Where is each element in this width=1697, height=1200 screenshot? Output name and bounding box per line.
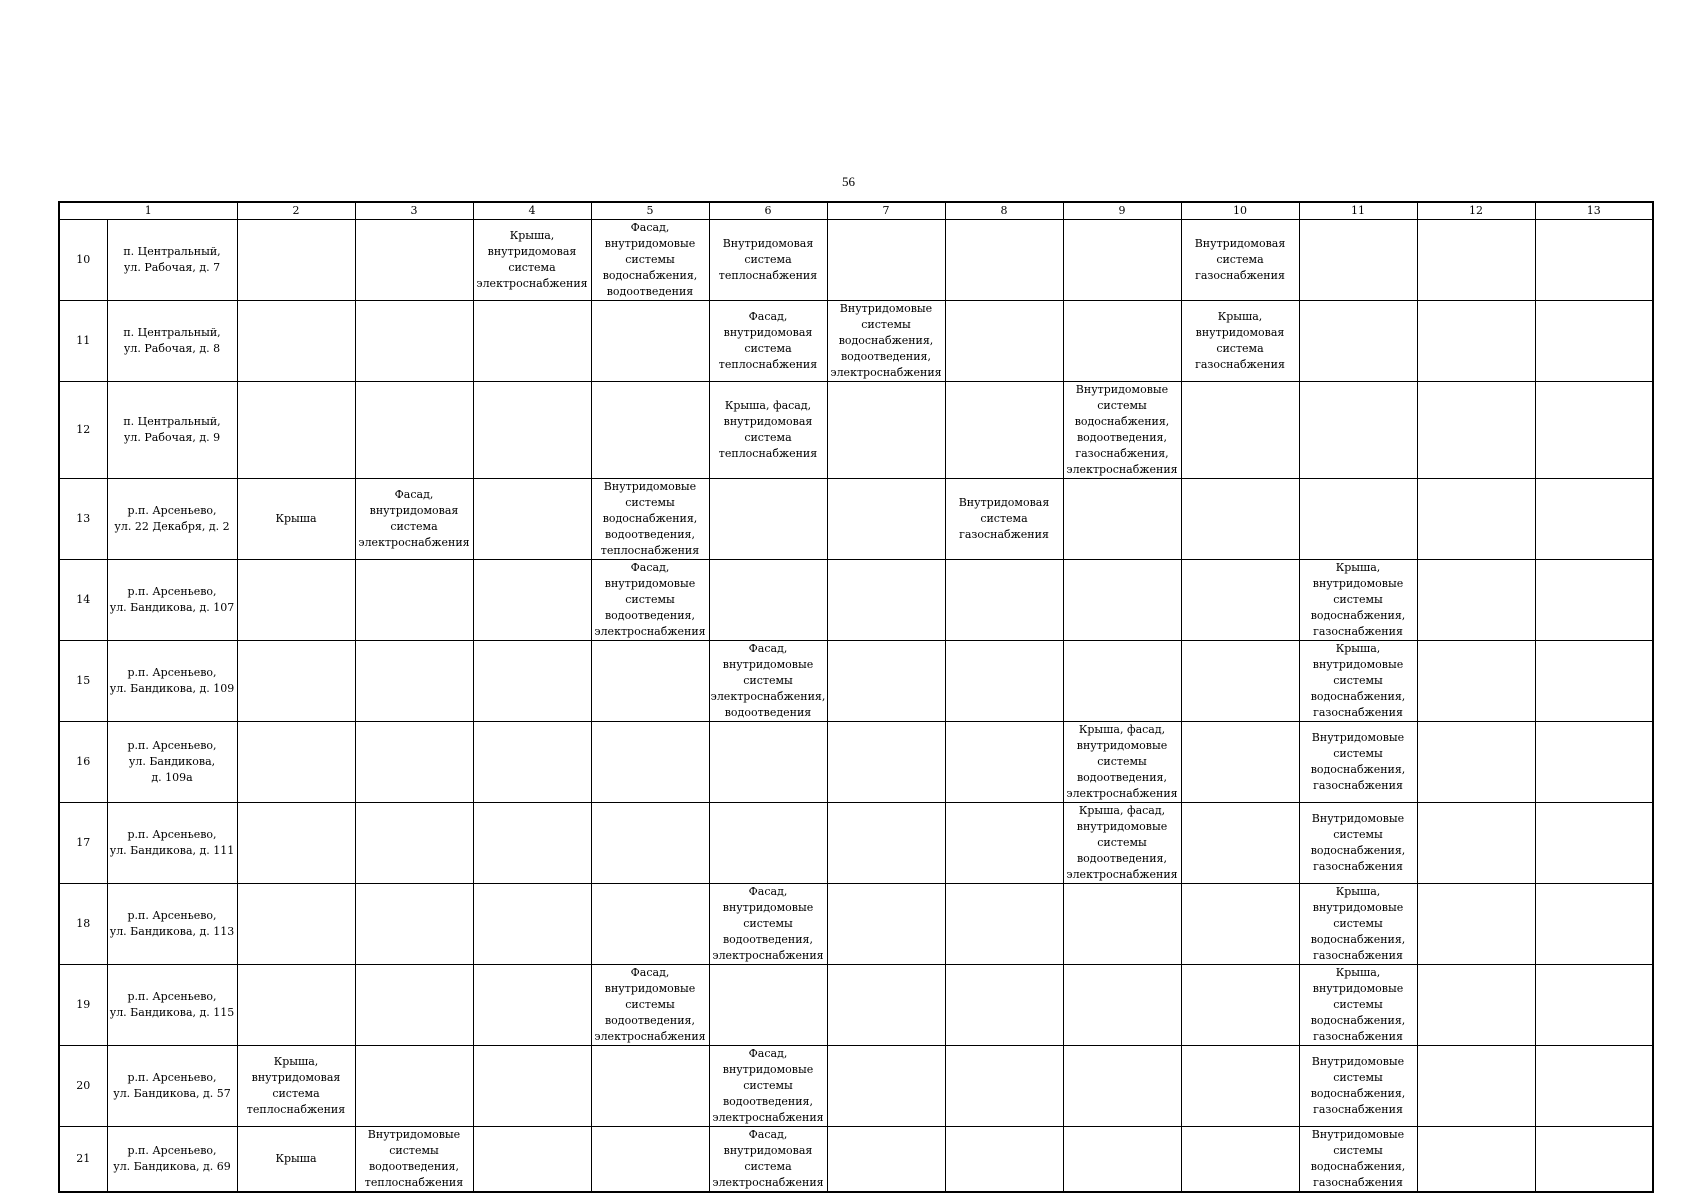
- work-description: Крыша, внутридомовые системы водоснабжения, газоснабжения: [1310, 885, 1406, 962]
- work-description: Внутридомовая система теплоснабжения: [718, 237, 818, 282]
- work-cell: [473, 884, 591, 965]
- work-cell: [945, 301, 1063, 382]
- work-cell: [709, 641, 827, 722]
- work-cell: [473, 1127, 591, 1193]
- work-cell: [1299, 479, 1417, 560]
- work-cell: [1535, 641, 1653, 722]
- table-row: [59, 1127, 1653, 1193]
- work-cell: [827, 560, 945, 641]
- work-cell: [473, 1046, 591, 1127]
- work-cell: [473, 220, 591, 301]
- work-cell: [1535, 560, 1653, 641]
- work-cell: [945, 803, 1063, 884]
- work-cell: [945, 884, 1063, 965]
- work-cell: [1299, 560, 1417, 641]
- work-description: Крыша: [275, 1152, 317, 1165]
- work-cell: [1417, 220, 1535, 301]
- work-cell: [945, 479, 1063, 560]
- work-description: Внутридомовая система газоснабжения: [958, 496, 1050, 541]
- work-cell: [1417, 382, 1535, 479]
- work-description: Фасад, внутридомовая система электроснабжения: [712, 1128, 824, 1189]
- address-text: р.п. Арсеньево, ул. Бандикова, д. 57: [113, 1071, 231, 1100]
- work-cell: [473, 382, 591, 479]
- work-cell: [591, 382, 709, 479]
- work-description: Крыша, внутридомовая система электроснабжения: [476, 229, 588, 290]
- work-cell: [1181, 220, 1299, 301]
- work-cell: [945, 1046, 1063, 1127]
- row-number: 14: [59, 560, 107, 641]
- work-description: Крыша, фасад, внутридомовая система теплоснабжения: [718, 399, 818, 460]
- work-cell: [827, 382, 945, 479]
- table-row: [59, 965, 1653, 1046]
- table-row: [59, 301, 1653, 382]
- work-cell: [827, 884, 945, 965]
- column-header: 3: [355, 202, 473, 220]
- address-cell: [107, 560, 237, 641]
- address-text: р.п. Арсеньево, ул. Бандикова, д. 113: [109, 909, 235, 938]
- work-cell: [827, 301, 945, 382]
- work-description: Фасад, внутридомовые системы водоотведения, электроснабжения: [594, 561, 706, 638]
- work-cell: [1299, 1046, 1417, 1127]
- address-text: р.п. Арсеньево, ул. 22 Декабря, д. 2: [114, 504, 230, 533]
- work-cell: [473, 722, 591, 803]
- column-header: 7: [827, 202, 945, 220]
- header-row: [59, 202, 1653, 220]
- work-cell: [237, 803, 355, 884]
- work-cell: [1417, 479, 1535, 560]
- address-cell: [107, 1046, 237, 1127]
- column-header: 1: [59, 202, 237, 220]
- work-cell: [355, 382, 473, 479]
- address-text: р.п. Арсеньево, ул. Бандикова, д. 115: [109, 990, 235, 1019]
- work-cell: [237, 722, 355, 803]
- work-cell: [1299, 301, 1417, 382]
- work-cell: [237, 479, 355, 560]
- row-number: 20: [59, 1046, 107, 1127]
- work-cell: [591, 1046, 709, 1127]
- work-description: Фасад, внутридомовые системы электроснабжения, водоотведения: [710, 642, 826, 719]
- work-description: Крыша, внутридомовая система газоснабжения: [1195, 310, 1285, 371]
- work-cell: [237, 560, 355, 641]
- work-description: Внутридомовые системы водоснабжения, водоотведения, газоснабжения, электроснабжения: [1066, 383, 1178, 476]
- work-cell: [1299, 641, 1417, 722]
- address-text: п. Центральный, ул. Рабочая, д. 9: [123, 415, 221, 444]
- address-text: р.п. Арсеньево, ул. Бандикова, д. 111: [109, 828, 235, 857]
- work-cell: [1535, 220, 1653, 301]
- address-text: р.п. Арсеньево, ул. Бандикова, д. 69: [113, 1144, 231, 1173]
- work-cell: [1417, 1127, 1535, 1193]
- work-cell: [1299, 803, 1417, 884]
- work-cell: [1181, 965, 1299, 1046]
- work-cell: [827, 220, 945, 301]
- column-header: 2: [237, 202, 355, 220]
- table-row: [59, 479, 1653, 560]
- row-number: 16: [59, 722, 107, 803]
- address-text: п. Центральный, ул. Рабочая, д. 7: [123, 245, 221, 274]
- repair-schedule-table: [58, 201, 1654, 1193]
- work-description: Фасад, внутридомовые системы водоотведения, электроснабжения: [712, 885, 824, 962]
- work-description: Внутридомовые системы водоснабжения, водоотведения, электроснабжения: [830, 302, 942, 379]
- work-description: Фасад, внутридомовые системы водоотведения, электроснабжения: [594, 966, 706, 1043]
- column-header: 10: [1181, 202, 1299, 220]
- work-cell: [1535, 382, 1653, 479]
- work-cell: [237, 301, 355, 382]
- work-cell: [1417, 1046, 1535, 1127]
- work-cell: [1181, 1046, 1299, 1127]
- work-cell: [355, 803, 473, 884]
- work-cell: [1063, 641, 1181, 722]
- table-row: [59, 1046, 1653, 1127]
- work-cell: [945, 382, 1063, 479]
- work-cell: [945, 965, 1063, 1046]
- table-body: [59, 220, 1653, 1193]
- work-cell: [1063, 382, 1181, 479]
- work-cell: [1063, 965, 1181, 1046]
- column-header: 11: [1299, 202, 1417, 220]
- work-cell: [1299, 220, 1417, 301]
- work-description: Крыша, внутридомовые системы водоснабжения, газоснабжения: [1310, 966, 1406, 1043]
- address-cell: [107, 641, 237, 722]
- work-cell: [473, 479, 591, 560]
- column-header: 13: [1535, 202, 1653, 220]
- work-cell: [237, 1127, 355, 1193]
- work-cell: [945, 220, 1063, 301]
- table-row: [59, 560, 1653, 641]
- address-cell: [107, 301, 237, 382]
- work-cell: [237, 965, 355, 1046]
- work-cell: [1063, 884, 1181, 965]
- work-cell: [1063, 560, 1181, 641]
- work-cell: [1181, 722, 1299, 803]
- table-row: [59, 803, 1653, 884]
- work-cell: [1417, 803, 1535, 884]
- address-text: р.п. Арсеньево, ул. Бандикова, д. 109: [109, 666, 235, 695]
- work-cell: [591, 884, 709, 965]
- column-header: 9: [1063, 202, 1181, 220]
- address-text: п. Центральный, ул. Рабочая, д. 8: [123, 326, 221, 355]
- address-cell: [107, 1127, 237, 1193]
- column-header: 6: [709, 202, 827, 220]
- work-cell: [709, 1127, 827, 1193]
- work-cell: [709, 965, 827, 1046]
- work-cell: [1535, 884, 1653, 965]
- work-cell: [945, 641, 1063, 722]
- work-cell: [1181, 1127, 1299, 1193]
- table-row: [59, 220, 1653, 301]
- work-cell: [1535, 803, 1653, 884]
- work-cell: [1181, 560, 1299, 641]
- row-number: 19: [59, 965, 107, 1046]
- work-cell: [355, 965, 473, 1046]
- work-cell: [591, 803, 709, 884]
- work-cell: [1535, 1046, 1653, 1127]
- work-cell: [827, 1046, 945, 1127]
- work-cell: [945, 560, 1063, 641]
- work-cell: [473, 641, 591, 722]
- work-cell: [1299, 722, 1417, 803]
- work-cell: [237, 641, 355, 722]
- row-number: 12: [59, 382, 107, 479]
- work-cell: [827, 803, 945, 884]
- work-description: Крыша, фасад, внутридомовые системы водоотведения, электроснабжения: [1066, 804, 1178, 881]
- row-number: 15: [59, 641, 107, 722]
- address-cell: [107, 884, 237, 965]
- work-cell: [237, 1046, 355, 1127]
- work-description: Внутридомовые системы водоснабжения, газоснабжения: [1310, 1055, 1406, 1116]
- work-cell: [591, 1127, 709, 1193]
- work-cell: [591, 965, 709, 1046]
- table-row: [59, 382, 1653, 479]
- work-cell: [827, 641, 945, 722]
- work-cell: [1299, 965, 1417, 1046]
- work-cell: [709, 220, 827, 301]
- work-cell: [709, 1046, 827, 1127]
- work-cell: [237, 220, 355, 301]
- work-cell: [473, 560, 591, 641]
- table-row: [59, 884, 1653, 965]
- work-cell: [709, 301, 827, 382]
- work-cell: [591, 560, 709, 641]
- work-cell: [1417, 722, 1535, 803]
- work-cell: [237, 382, 355, 479]
- work-cell: [827, 1127, 945, 1193]
- work-cell: [355, 884, 473, 965]
- work-cell: [1535, 301, 1653, 382]
- address-text: р.п. Арсеньево, ул. Бандикова, д. 109а: [127, 739, 217, 784]
- row-number: 21: [59, 1127, 107, 1193]
- column-header: 12: [1417, 202, 1535, 220]
- work-cell: [1181, 479, 1299, 560]
- address-cell: [107, 965, 237, 1046]
- page-number: 56: [842, 174, 855, 189]
- work-cell: [709, 884, 827, 965]
- work-description: Крыша, внутридомовые системы водоснабжения, газоснабжения: [1310, 642, 1406, 719]
- work-cell: [473, 301, 591, 382]
- column-header: 8: [945, 202, 1063, 220]
- row-number: 17: [59, 803, 107, 884]
- work-description: Внутридомовые системы водоснабжения, газоснабжения: [1310, 812, 1406, 873]
- work-description: Внутридомовые системы водоснабжения, газоснабжения: [1310, 731, 1406, 792]
- work-cell: [1535, 479, 1653, 560]
- work-cell: [473, 803, 591, 884]
- work-cell: [827, 965, 945, 1046]
- work-cell: [709, 382, 827, 479]
- work-description: Фасад, внутридомовая система электроснабжения: [358, 488, 470, 549]
- work-cell: [355, 560, 473, 641]
- work-cell: [355, 1127, 473, 1193]
- work-cell: [1063, 220, 1181, 301]
- work-cell: [1417, 965, 1535, 1046]
- work-cell: [591, 722, 709, 803]
- work-cell: [1063, 1046, 1181, 1127]
- work-cell: [473, 965, 591, 1046]
- work-cell: [709, 560, 827, 641]
- work-description: Внутридомовые системы водоотведения, теплоснабжения: [364, 1128, 464, 1189]
- address-text: р.п. Арсеньево, ул. Бандикова, д. 107: [109, 585, 235, 614]
- work-cell: [1063, 803, 1181, 884]
- table-row: [59, 641, 1653, 722]
- work-cell: [709, 803, 827, 884]
- work-cell: [1181, 803, 1299, 884]
- work-cell: [1417, 301, 1535, 382]
- work-cell: [591, 479, 709, 560]
- work-description: Внутридомовая система газоснабжения: [1194, 237, 1286, 282]
- work-description: Фасад, внутридомовые системы водоснабжения, водоотведения: [602, 221, 698, 298]
- work-cell: [1535, 965, 1653, 1046]
- row-number: 11: [59, 301, 107, 382]
- address-cell: [107, 382, 237, 479]
- row-number: 10: [59, 220, 107, 301]
- table-row: [59, 722, 1653, 803]
- work-description: Крыша, внутридомовая система теплоснабжения: [246, 1055, 346, 1116]
- work-cell: [1181, 641, 1299, 722]
- work-cell: [355, 722, 473, 803]
- work-cell: [1063, 1127, 1181, 1193]
- work-cell: [709, 479, 827, 560]
- work-description: Внутридомовые системы водоснабжения, водоотведения, теплоснабжения: [600, 480, 700, 557]
- work-cell: [1299, 1127, 1417, 1193]
- work-cell: [1063, 722, 1181, 803]
- work-description: Фасад, внутридомовые системы водоотведения, электроснабжения: [712, 1047, 824, 1124]
- work-cell: [1063, 301, 1181, 382]
- address-cell: [107, 722, 237, 803]
- work-cell: [945, 1127, 1063, 1193]
- work-cell: [1181, 884, 1299, 965]
- work-description: Крыша, фасад, внутридомовые системы водоотведения, электроснабжения: [1066, 723, 1178, 800]
- work-cell: [1181, 382, 1299, 479]
- work-cell: [1535, 1127, 1653, 1193]
- work-cell: [591, 641, 709, 722]
- work-cell: [709, 722, 827, 803]
- work-cell: [237, 884, 355, 965]
- work-cell: [355, 301, 473, 382]
- work-cell: [945, 722, 1063, 803]
- work-cell: [1063, 479, 1181, 560]
- work-cell: [355, 479, 473, 560]
- work-description: Крыша, внутридомовые системы водоснабжения, газоснабжения: [1310, 561, 1406, 638]
- work-description: Крыша: [275, 512, 317, 525]
- work-description: Фасад, внутридомовая система теплоснабжения: [718, 310, 818, 371]
- work-cell: [355, 220, 473, 301]
- column-header: 5: [591, 202, 709, 220]
- work-description: Внутридомовые системы водоснабжения, газоснабжения: [1310, 1128, 1406, 1189]
- row-number: 18: [59, 884, 107, 965]
- work-cell: [355, 1046, 473, 1127]
- row-number: 13: [59, 479, 107, 560]
- work-cell: [827, 479, 945, 560]
- work-cell: [1181, 301, 1299, 382]
- work-cell: [1299, 884, 1417, 965]
- address-cell: [107, 220, 237, 301]
- work-cell: [1535, 722, 1653, 803]
- work-cell: [1417, 641, 1535, 722]
- work-cell: [591, 220, 709, 301]
- work-cell: [1417, 884, 1535, 965]
- column-header: 4: [473, 202, 591, 220]
- address-cell: [107, 803, 237, 884]
- work-cell: [1299, 382, 1417, 479]
- work-cell: [355, 641, 473, 722]
- address-cell: [107, 479, 237, 560]
- work-cell: [827, 722, 945, 803]
- work-cell: [1417, 560, 1535, 641]
- work-cell: [591, 301, 709, 382]
